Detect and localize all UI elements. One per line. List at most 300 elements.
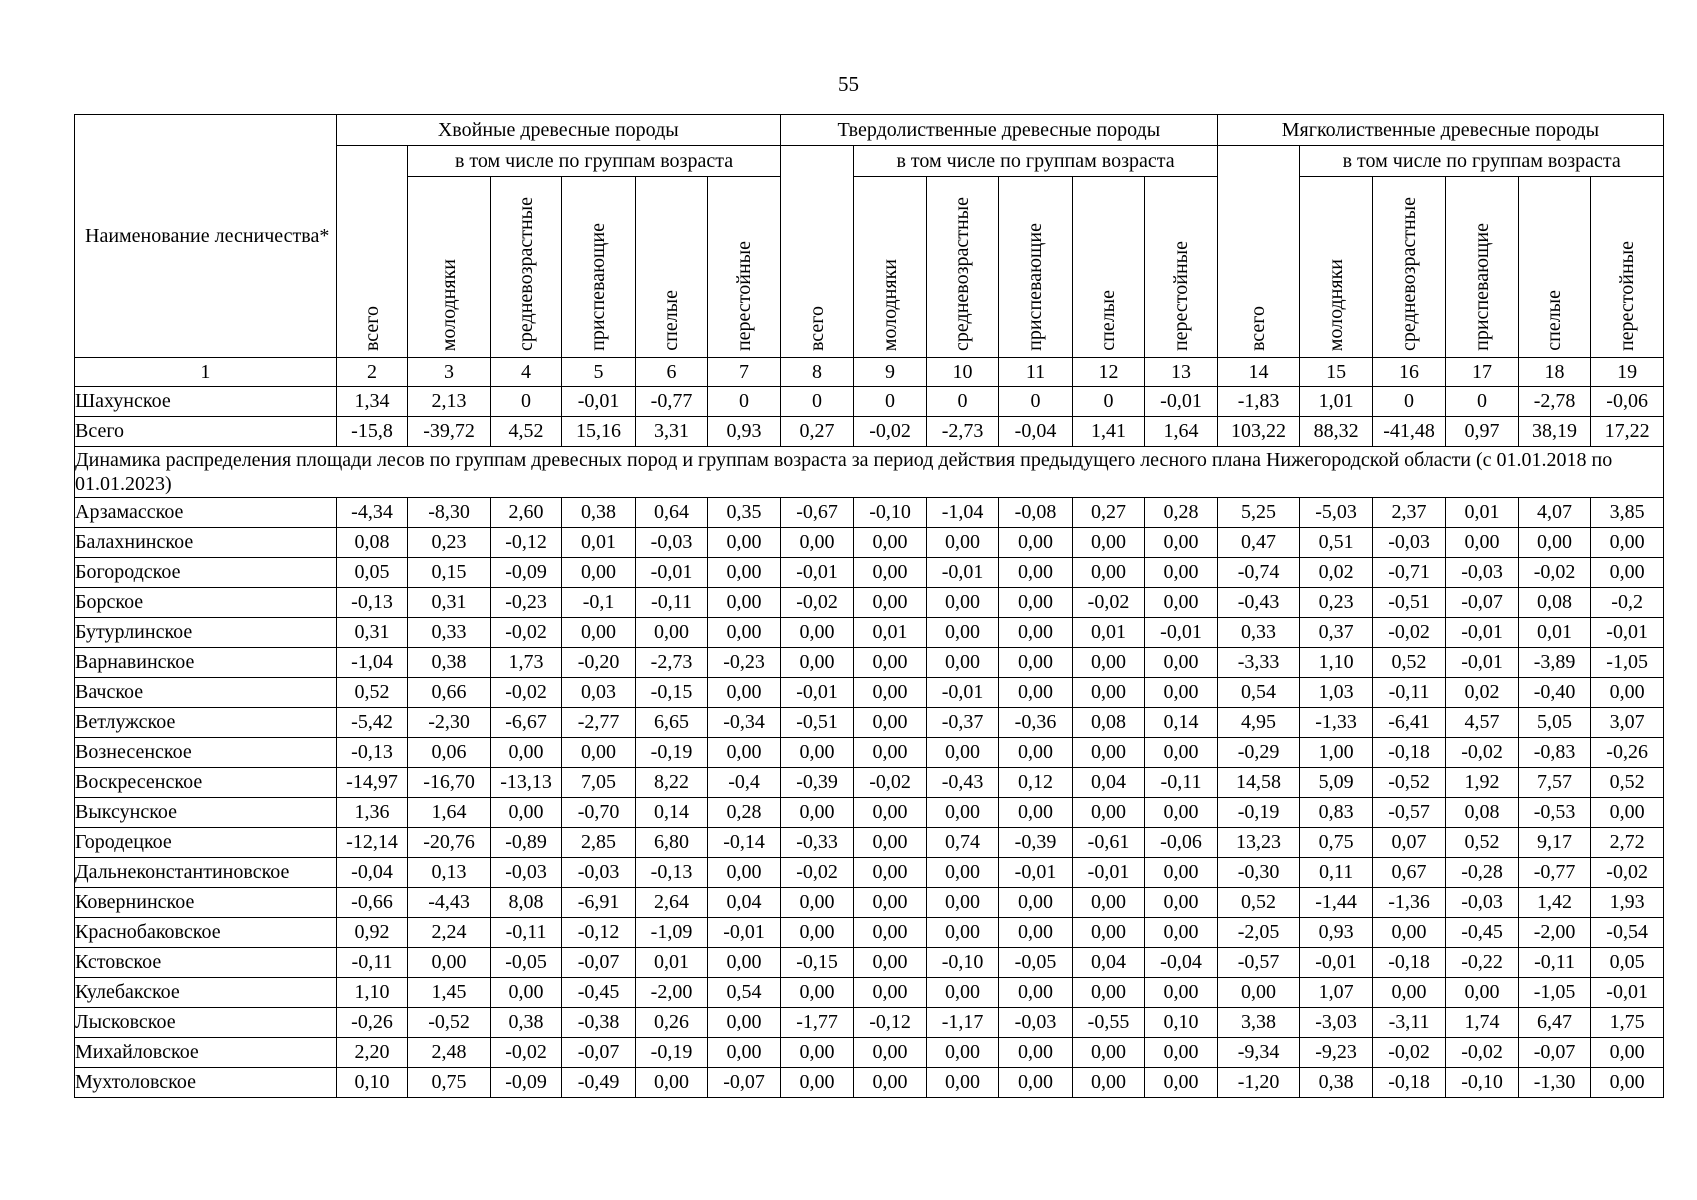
value-cell: -0,18 [1372,738,1445,768]
value-cell: -0,1 [562,588,635,618]
age-header-2-5 [1145,177,1218,358]
value-cell: -0,02 [1518,558,1590,588]
value-cell: 0,00 [708,858,781,888]
value-cell: 0,54 [1217,678,1300,708]
table-row [75,528,1664,558]
value-cell: 0 [926,387,998,417]
subgroup-header-2: в том числе по группам возраста [854,146,1217,177]
age-header-2-4-label: спелые [1096,290,1119,351]
value-cell: 0,00 [854,528,926,558]
value-cell: -0,19 [635,1038,707,1068]
table-row [75,798,1664,828]
value-cell: 0,00 [1591,558,1664,588]
value-cell: 0,00 [1145,858,1218,888]
value-cell: -0,45 [1446,918,1518,948]
value-cell: 0,52 [336,678,407,708]
value-cell: 0,00 [1072,678,1144,708]
value-cell: 0,00 [854,708,926,738]
value-cell: -0,43 [1217,588,1300,618]
group-header-3: Мягколиственные древесные породы [1217,115,1663,146]
value-cell: -0,13 [635,858,707,888]
value-cell: 0,00 [490,798,561,828]
value-cell: 0,08 [1072,708,1144,738]
value-cell: 0,00 [1145,528,1218,558]
value-cell: 8,22 [635,768,707,798]
table-row [75,678,1664,708]
column-number: 6 [635,358,707,387]
value-cell: 0,00 [1446,528,1518,558]
value-cell: 2,20 [336,1038,407,1068]
value-cell: 0,00 [780,888,853,918]
value-cell: 0,00 [854,828,926,858]
value-cell: 1,42 [1518,888,1590,918]
value-cell: 0,00 [708,678,781,708]
value-cell: 0 [1446,387,1518,417]
age-header-3-4-label: спелые [1543,290,1566,351]
value-cell: -0,37 [926,708,998,738]
age-header-2-2-label: средневозрастные [951,197,974,351]
column-number: 19 [1591,358,1664,387]
value-cell: 0,00 [999,618,1072,648]
value-cell: 0,03 [562,678,635,708]
value-cell: 1,34 [336,387,407,417]
value-cell: 0,04 [1072,948,1144,978]
value-cell: 0,27 [1072,498,1144,528]
section-title-row [75,447,1664,498]
value-cell: 0,00 [1145,648,1218,678]
value-cell: 0,31 [336,618,407,648]
age-header-3-2-label: средневозрастные [1397,197,1420,351]
table-row [75,888,1664,918]
value-cell: 0,00 [1591,528,1664,558]
forest-age-table [74,114,1664,1098]
value-cell: -0,4 [708,768,781,798]
value-cell: 1,36 [336,798,407,828]
value-cell: 0,38 [562,498,635,528]
age-header-3-3-label: приспевающие [1470,223,1493,351]
value-cell: -0,67 [780,498,853,528]
table-row [75,498,1664,528]
value-cell: 0,00 [926,1038,998,1068]
value-cell: 0,00 [708,588,781,618]
forestry-name: Всего [75,417,337,447]
value-cell: -1,36 [1372,888,1445,918]
value-cell: 0,00 [854,648,926,678]
value-cell: 0 [490,387,561,417]
value-cell: -0,02 [854,768,926,798]
value-cell: -0,52 [408,1008,491,1038]
value-cell: -1,77 [780,1008,853,1038]
value-cell: -0,05 [490,948,561,978]
value-cell: -0,11 [1372,678,1445,708]
value-cell: 0,05 [336,558,407,588]
value-cell: -0,15 [635,678,707,708]
value-cell: -0,01 [780,558,853,588]
value-cell: 15,16 [562,417,635,447]
value-cell: -2,77 [562,708,635,738]
value-cell: -1,33 [1300,708,1372,738]
value-cell: 0,01 [854,618,926,648]
table-row [75,738,1664,768]
forestry-name: Бутурлинское [75,618,337,648]
column-number: 14 [1217,358,1300,387]
column-number: 13 [1145,358,1218,387]
value-cell: -0,29 [1217,738,1300,768]
age-header-2-3 [999,177,1072,358]
age-header-1-1-label: молодняки [437,258,460,351]
value-cell: 0,35 [708,498,781,528]
value-cell: -0,02 [854,417,926,447]
value-cell: -0,01 [926,558,998,588]
value-cell: 0,00 [1145,678,1218,708]
forestry-name: Михайловское [75,1038,337,1068]
age-header-3-4 [1518,177,1590,358]
forestry-name: Мухтоловское [75,1068,337,1098]
value-cell: -2,78 [1518,387,1590,417]
value-cell: 0,10 [1145,1008,1218,1038]
value-cell: 2,72 [1591,828,1664,858]
forestry-name: Городецкое [75,828,337,858]
value-cell: 0,74 [926,828,998,858]
age-header-2-1 [854,177,926,358]
value-cell: 0 [1372,387,1445,417]
value-cell: 0,00 [1145,888,1218,918]
section-title: Динамика распределения площади лесов по группам древесных пород и группам возраста за период действия предыдущего лесного плана Нижегородской области (с 01.01.2018 по 01.01.2023) [75,447,1664,498]
value-cell: 3,85 [1591,498,1664,528]
age-header-3-2 [1372,177,1445,358]
value-cell: -0,02 [1072,588,1144,618]
age-header-1-3-label: приспевающие [587,223,610,351]
value-cell: -0,02 [1446,1038,1518,1068]
value-cell: -2,00 [635,978,707,1008]
value-cell: -0,49 [562,1068,635,1098]
value-cell: 0,23 [408,528,491,558]
value-cell: 0,28 [1145,498,1218,528]
table-row [75,1038,1664,1068]
value-cell: 1,41 [1072,417,1144,447]
value-cell: 0,66 [408,678,491,708]
value-cell: -0,01 [1300,948,1372,978]
forestry-name: Арзамасское [75,498,337,528]
value-cell: 2,60 [490,498,561,528]
value-cell: 4,95 [1217,708,1300,738]
value-cell: 1,64 [1145,417,1218,447]
value-cell: -0,51 [1372,588,1445,618]
value-cell: 0 [708,387,781,417]
total-header-2 [780,146,853,358]
value-cell: -0,70 [562,798,635,828]
value-cell: -0,77 [635,387,707,417]
value-cell: 0 [854,387,926,417]
value-cell: 0,00 [854,558,926,588]
value-cell: 0,00 [926,648,998,678]
value-cell: 0,00 [780,618,853,648]
value-cell: -0,01 [1446,648,1518,678]
value-cell: 0,00 [926,858,998,888]
value-cell: 1,10 [336,978,407,1008]
value-cell: 0,75 [408,1068,491,1098]
value-cell: 0,01 [635,948,707,978]
forestry-name: Богородское [75,558,337,588]
value-cell: -0,06 [1591,387,1664,417]
value-cell: 0,00 [780,528,853,558]
value-cell: 0,00 [1072,888,1144,918]
total-header-3 [1217,146,1300,358]
value-cell: 3,38 [1217,1008,1300,1038]
value-cell: 0,01 [1446,498,1518,528]
value-cell: -0,02 [490,1038,561,1068]
value-cell: -0,01 [1145,387,1218,417]
value-cell: -4,34 [336,498,407,528]
value-cell: -0,89 [490,828,561,858]
value-cell: -13,13 [490,768,561,798]
value-cell: 13,23 [1217,828,1300,858]
value-cell: -0,06 [1145,828,1218,858]
column-number: 4 [490,358,561,387]
age-header-2-4 [1072,177,1144,358]
value-cell: 0,00 [1518,528,1590,558]
table-row [75,588,1664,618]
column-number: 5 [562,358,635,387]
value-cell: 1,00 [1300,738,1372,768]
value-cell: -0,55 [1072,1008,1144,1038]
value-cell: 4,52 [490,417,561,447]
value-cell: -41,48 [1372,417,1445,447]
value-cell: -0,01 [1591,618,1664,648]
value-cell: -0,07 [1518,1038,1590,1068]
value-cell: 0,01 [562,528,635,558]
subgroup-header-3: в том числе по группам возраста [1300,146,1664,177]
value-cell: 0,00 [1072,978,1144,1008]
value-cell: -0,07 [562,948,635,978]
value-cell: 0,00 [1072,648,1144,678]
forestry-name: Дальнеконстантиновское [75,858,337,888]
value-cell: -0,34 [708,708,781,738]
value-cell: 0 [780,387,853,417]
value-cell: -0,02 [1446,738,1518,768]
value-cell: 0,00 [1072,558,1144,588]
age-header-3-1-label: молодняки [1324,258,1347,351]
total-header-2-label: всего [805,305,828,351]
value-cell: -0,02 [490,618,561,648]
age-header-1-5 [708,177,781,358]
value-cell: 0,00 [562,558,635,588]
value-cell: -0,05 [999,948,1072,978]
value-cell: 0,00 [999,648,1072,678]
value-cell: 0,00 [999,918,1072,948]
value-cell: 0,00 [926,1068,998,1098]
value-cell: 0,00 [999,888,1072,918]
value-cell: -1,20 [1217,1068,1300,1098]
value-cell: -0,10 [1446,1068,1518,1098]
table-row [75,558,1664,588]
age-header-2-2 [926,177,998,358]
value-cell: -4,43 [408,888,491,918]
value-cell: 0,08 [1446,798,1518,828]
value-cell: 88,32 [1300,417,1372,447]
value-cell: -2,00 [1518,918,1590,948]
value-cell: -0,28 [1446,858,1518,888]
value-cell: -15,8 [336,417,407,447]
value-cell: -1,05 [1591,648,1664,678]
value-cell: 1,01 [1300,387,1372,417]
value-cell: 0,54 [708,978,781,1008]
column-number: 16 [1372,358,1445,387]
value-cell: -1,05 [1518,978,1590,1008]
value-cell: -0,04 [999,417,1072,447]
value-cell: 0,00 [1591,1068,1664,1098]
column-number: 7 [708,358,781,387]
value-cell: 0,00 [854,888,926,918]
value-cell: 2,37 [1372,498,1445,528]
value-cell: 0,00 [854,798,926,828]
forestry-name: Балахнинское [75,528,337,558]
value-cell: 0,93 [1300,918,1372,948]
value-cell: 0,00 [708,1008,781,1038]
forestry-name: Ветлужское [75,708,337,738]
value-cell: 0,12 [999,768,1072,798]
value-cell: 0,00 [854,858,926,888]
value-cell: 6,80 [635,828,707,858]
value-cell: 0,00 [926,528,998,558]
value-cell: 38,19 [1518,417,1590,447]
value-cell: -1,17 [926,1008,998,1038]
header-row-groups [75,115,1664,146]
value-cell: 103,22 [1217,417,1300,447]
value-cell: 0,00 [1145,918,1218,948]
value-cell: -0,03 [1446,558,1518,588]
column-number: 2 [336,358,407,387]
value-cell: 0,00 [999,738,1072,768]
value-cell: -0,01 [708,918,781,948]
value-cell: 0,00 [780,648,853,678]
value-cell: 1,75 [1591,1008,1664,1038]
value-cell: 0,11 [1300,858,1372,888]
value-cell: -1,04 [926,498,998,528]
value-cell: -5,03 [1300,498,1372,528]
forestry-name: Воскресенское [75,768,337,798]
column-number: 18 [1518,358,1590,387]
value-cell: -0,11 [1145,768,1218,798]
forestry-name: Краснобаковское [75,918,337,948]
value-cell: -0,04 [336,858,407,888]
column-number: 10 [926,358,998,387]
column-number: 3 [408,358,491,387]
value-cell: 0,75 [1300,828,1372,858]
value-cell: -0,19 [635,738,707,768]
value-cell: -6,91 [562,888,635,918]
value-cell: 0,00 [999,1068,1072,1098]
value-cell: 1,10 [1300,648,1372,678]
value-cell: 0,28 [708,798,781,828]
value-cell: -0,02 [1372,1038,1445,1068]
value-cell: -9,34 [1217,1038,1300,1068]
value-cell: 0,00 [926,978,998,1008]
value-cell: 0,31 [408,588,491,618]
age-header-1-4-label: спелые [660,290,682,351]
value-cell: -39,72 [408,417,491,447]
value-cell: 0,05 [1591,948,1664,978]
value-cell: 0,00 [1446,978,1518,1008]
value-cell: 0,00 [780,798,853,828]
value-cell: -0,39 [999,828,1072,858]
value-cell: -0,23 [708,648,781,678]
value-cell: -0,01 [780,678,853,708]
age-header-2-5-label: перестойные [1169,240,1192,351]
value-cell: -0,13 [336,738,407,768]
age-header-1-3 [562,177,635,358]
value-cell: 6,65 [635,708,707,738]
value-cell: 0,00 [1372,978,1445,1008]
value-cell: 0,00 [1145,588,1218,618]
value-cell: -2,30 [408,708,491,738]
name-header: Наименование лесничества* [75,115,337,358]
value-cell: 0,00 [999,528,1072,558]
table-row [75,858,1664,888]
table-row [75,918,1664,948]
value-cell: 0,04 [1072,768,1144,798]
value-cell: -0,19 [1217,798,1300,828]
value-cell: -1,04 [336,648,407,678]
value-cell: -0,74 [1217,558,1300,588]
value-cell: -0,57 [1372,798,1445,828]
value-cell: -0,26 [1591,738,1664,768]
value-cell: -1,44 [1300,888,1372,918]
age-header-3-5-label: перестойные [1615,240,1638,351]
value-cell: -0,54 [1591,918,1664,948]
value-cell: -0,03 [490,858,561,888]
value-cell: 0,14 [635,798,707,828]
value-cell: 9,17 [1518,828,1590,858]
value-cell: -0,26 [336,1008,407,1038]
value-cell: 0,00 [780,1038,853,1068]
column-number: 12 [1072,358,1144,387]
value-cell: -0,38 [562,1008,635,1038]
value-cell: -2,73 [635,648,707,678]
table-row [75,387,1664,417]
value-cell: -0,18 [1372,948,1445,978]
value-cell: 0,00 [854,1038,926,1068]
value-cell: -0,66 [336,888,407,918]
value-cell: -0,45 [562,978,635,1008]
table-row [75,417,1664,447]
value-cell: 0,52 [1446,828,1518,858]
value-cell: 0,00 [408,948,491,978]
value-cell: 1,03 [1300,678,1372,708]
value-cell: 0,00 [708,618,781,648]
value-cell: 0,00 [708,738,781,768]
column-number: 17 [1446,358,1518,387]
age-header-1-2-label: средневозрастные [514,197,537,351]
value-cell: 6,47 [1518,1008,1590,1038]
value-cell: -0,07 [708,1068,781,1098]
value-cell: 4,07 [1518,498,1590,528]
value-cell: 3,31 [635,417,707,447]
value-cell: 0,00 [1072,528,1144,558]
value-cell: -3,33 [1217,648,1300,678]
value-cell: 0,00 [1145,1068,1218,1098]
forestry-name: Шахунское [75,387,337,417]
value-cell: 0,67 [1372,858,1445,888]
value-cell: 0,00 [1072,918,1144,948]
value-cell: 7,57 [1518,768,1590,798]
value-cell: 0,51 [1300,528,1372,558]
value-cell: -8,30 [408,498,491,528]
value-cell: -0,01 [1145,618,1218,648]
value-cell: 0,04 [708,888,781,918]
table-row [75,978,1664,1008]
age-header-2-3-label: приспевающие [1024,223,1046,351]
